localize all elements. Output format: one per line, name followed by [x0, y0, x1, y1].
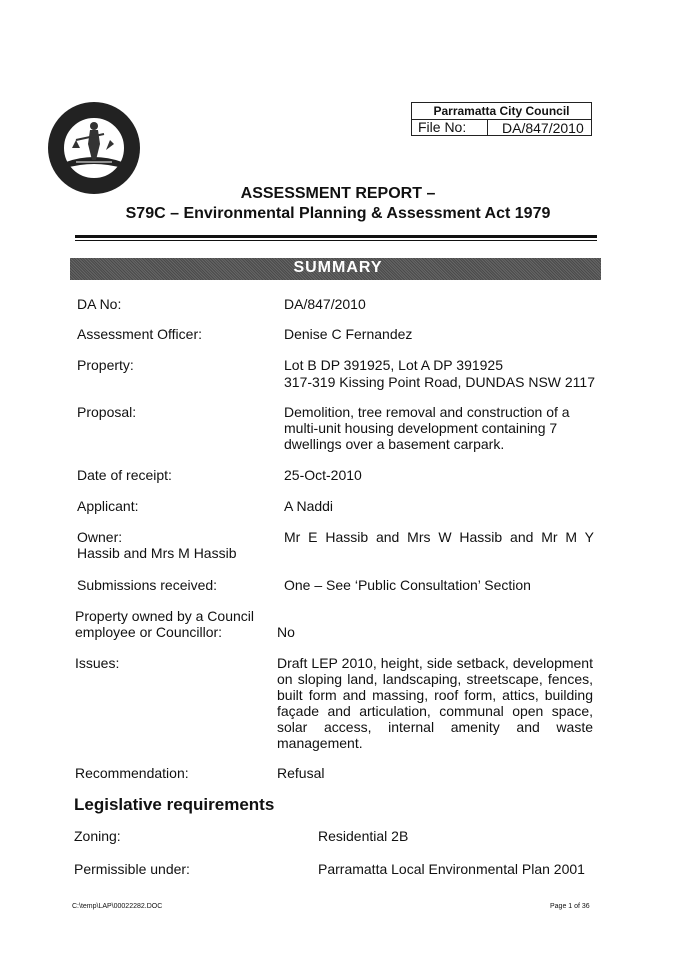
assessment-officer-value: Denise C Fernandez	[284, 326, 413, 342]
property-owned-value: No	[277, 624, 295, 640]
legislative-heading: Legislative requirements	[74, 795, 275, 814]
owner-label: Owner:	[77, 529, 123, 545]
title-rule-thin	[75, 240, 597, 241]
issues-value: Draft LEP 2010, height, side setback, development on sloping land, landscaping, streetscape, fences, built form and massing, roof form, attics, building façade and articulation, communal open space, solar access, internal amenity and waste management.	[277, 655, 593, 751]
date-of-receipt-value: 25-Oct-2010	[284, 467, 362, 483]
proposal-label: Proposal:	[77, 404, 137, 420]
file-number-label: File No:	[418, 119, 467, 135]
submissions-label: Submissions received:	[77, 577, 218, 593]
recommendation-label: Recommendation:	[75, 765, 189, 781]
title-rule-thick	[75, 235, 597, 238]
summary-heading: SUMMARY	[293, 259, 383, 276]
property-owned-label-line1: Property owned by a Council	[75, 608, 254, 624]
report-subtitle: S79C – Environmental Planning & Assessment Act 1979	[125, 205, 551, 222]
file-number-box	[411, 102, 592, 136]
property-label: Property:	[77, 357, 134, 373]
applicant-value: A Naddi	[284, 498, 334, 514]
owner-value: Mr E Hassib and Mrs W Hassib and Mr M Y	[284, 529, 594, 545]
permissible-value: Parramatta Local Environmental Plan 2001	[318, 861, 585, 877]
property-value-line2: 317-319 Kissing Point Road, DUNDAS NSW 2117	[284, 374, 596, 390]
file-box-divider	[487, 120, 488, 135]
report-title: ASSESSMENT REPORT –	[240, 185, 436, 202]
date-of-receipt-label: Date of receipt:	[77, 467, 172, 483]
proposal-value-line1: Demolition, tree removal and construction of a	[284, 404, 570, 420]
issues-label: Issues:	[75, 655, 120, 671]
zoning-label: Zoning:	[74, 828, 121, 844]
da-no-value: DA/847/2010	[284, 296, 366, 312]
council-name: Parramatta City Council	[412, 103, 591, 120]
owner-continuation: Hassib and Mrs M Hassib	[77, 545, 237, 561]
submissions-value: One – See ‘Public Consultation’ Section	[284, 577, 531, 593]
footer-file-path: C:\temp\LAP\00022282.DOC	[72, 903, 163, 910]
recommendation-value: Refusal	[277, 765, 325, 781]
property-owned-label-line2: employee or Councillor:	[75, 624, 223, 640]
proposal-value-line2: multi-unit housing development containing 7	[284, 420, 558, 436]
applicant-label: Applicant:	[77, 498, 139, 514]
property-value-line1: Lot B DP 391925, Lot A DP 391925	[284, 357, 503, 373]
permissible-label: Permissible under:	[74, 861, 190, 877]
assessment-officer-label: Assessment Officer:	[77, 326, 203, 342]
council-seal	[46, 100, 142, 196]
proposal-value-line3: dwellings over a basement carpark.	[284, 436, 505, 452]
file-number-value: DA/847/2010	[502, 120, 584, 136]
da-no-label: DA No:	[77, 296, 122, 312]
zoning-value: Residential 2B	[318, 828, 409, 844]
footer-page-number: Page 1 of 36	[550, 903, 590, 910]
